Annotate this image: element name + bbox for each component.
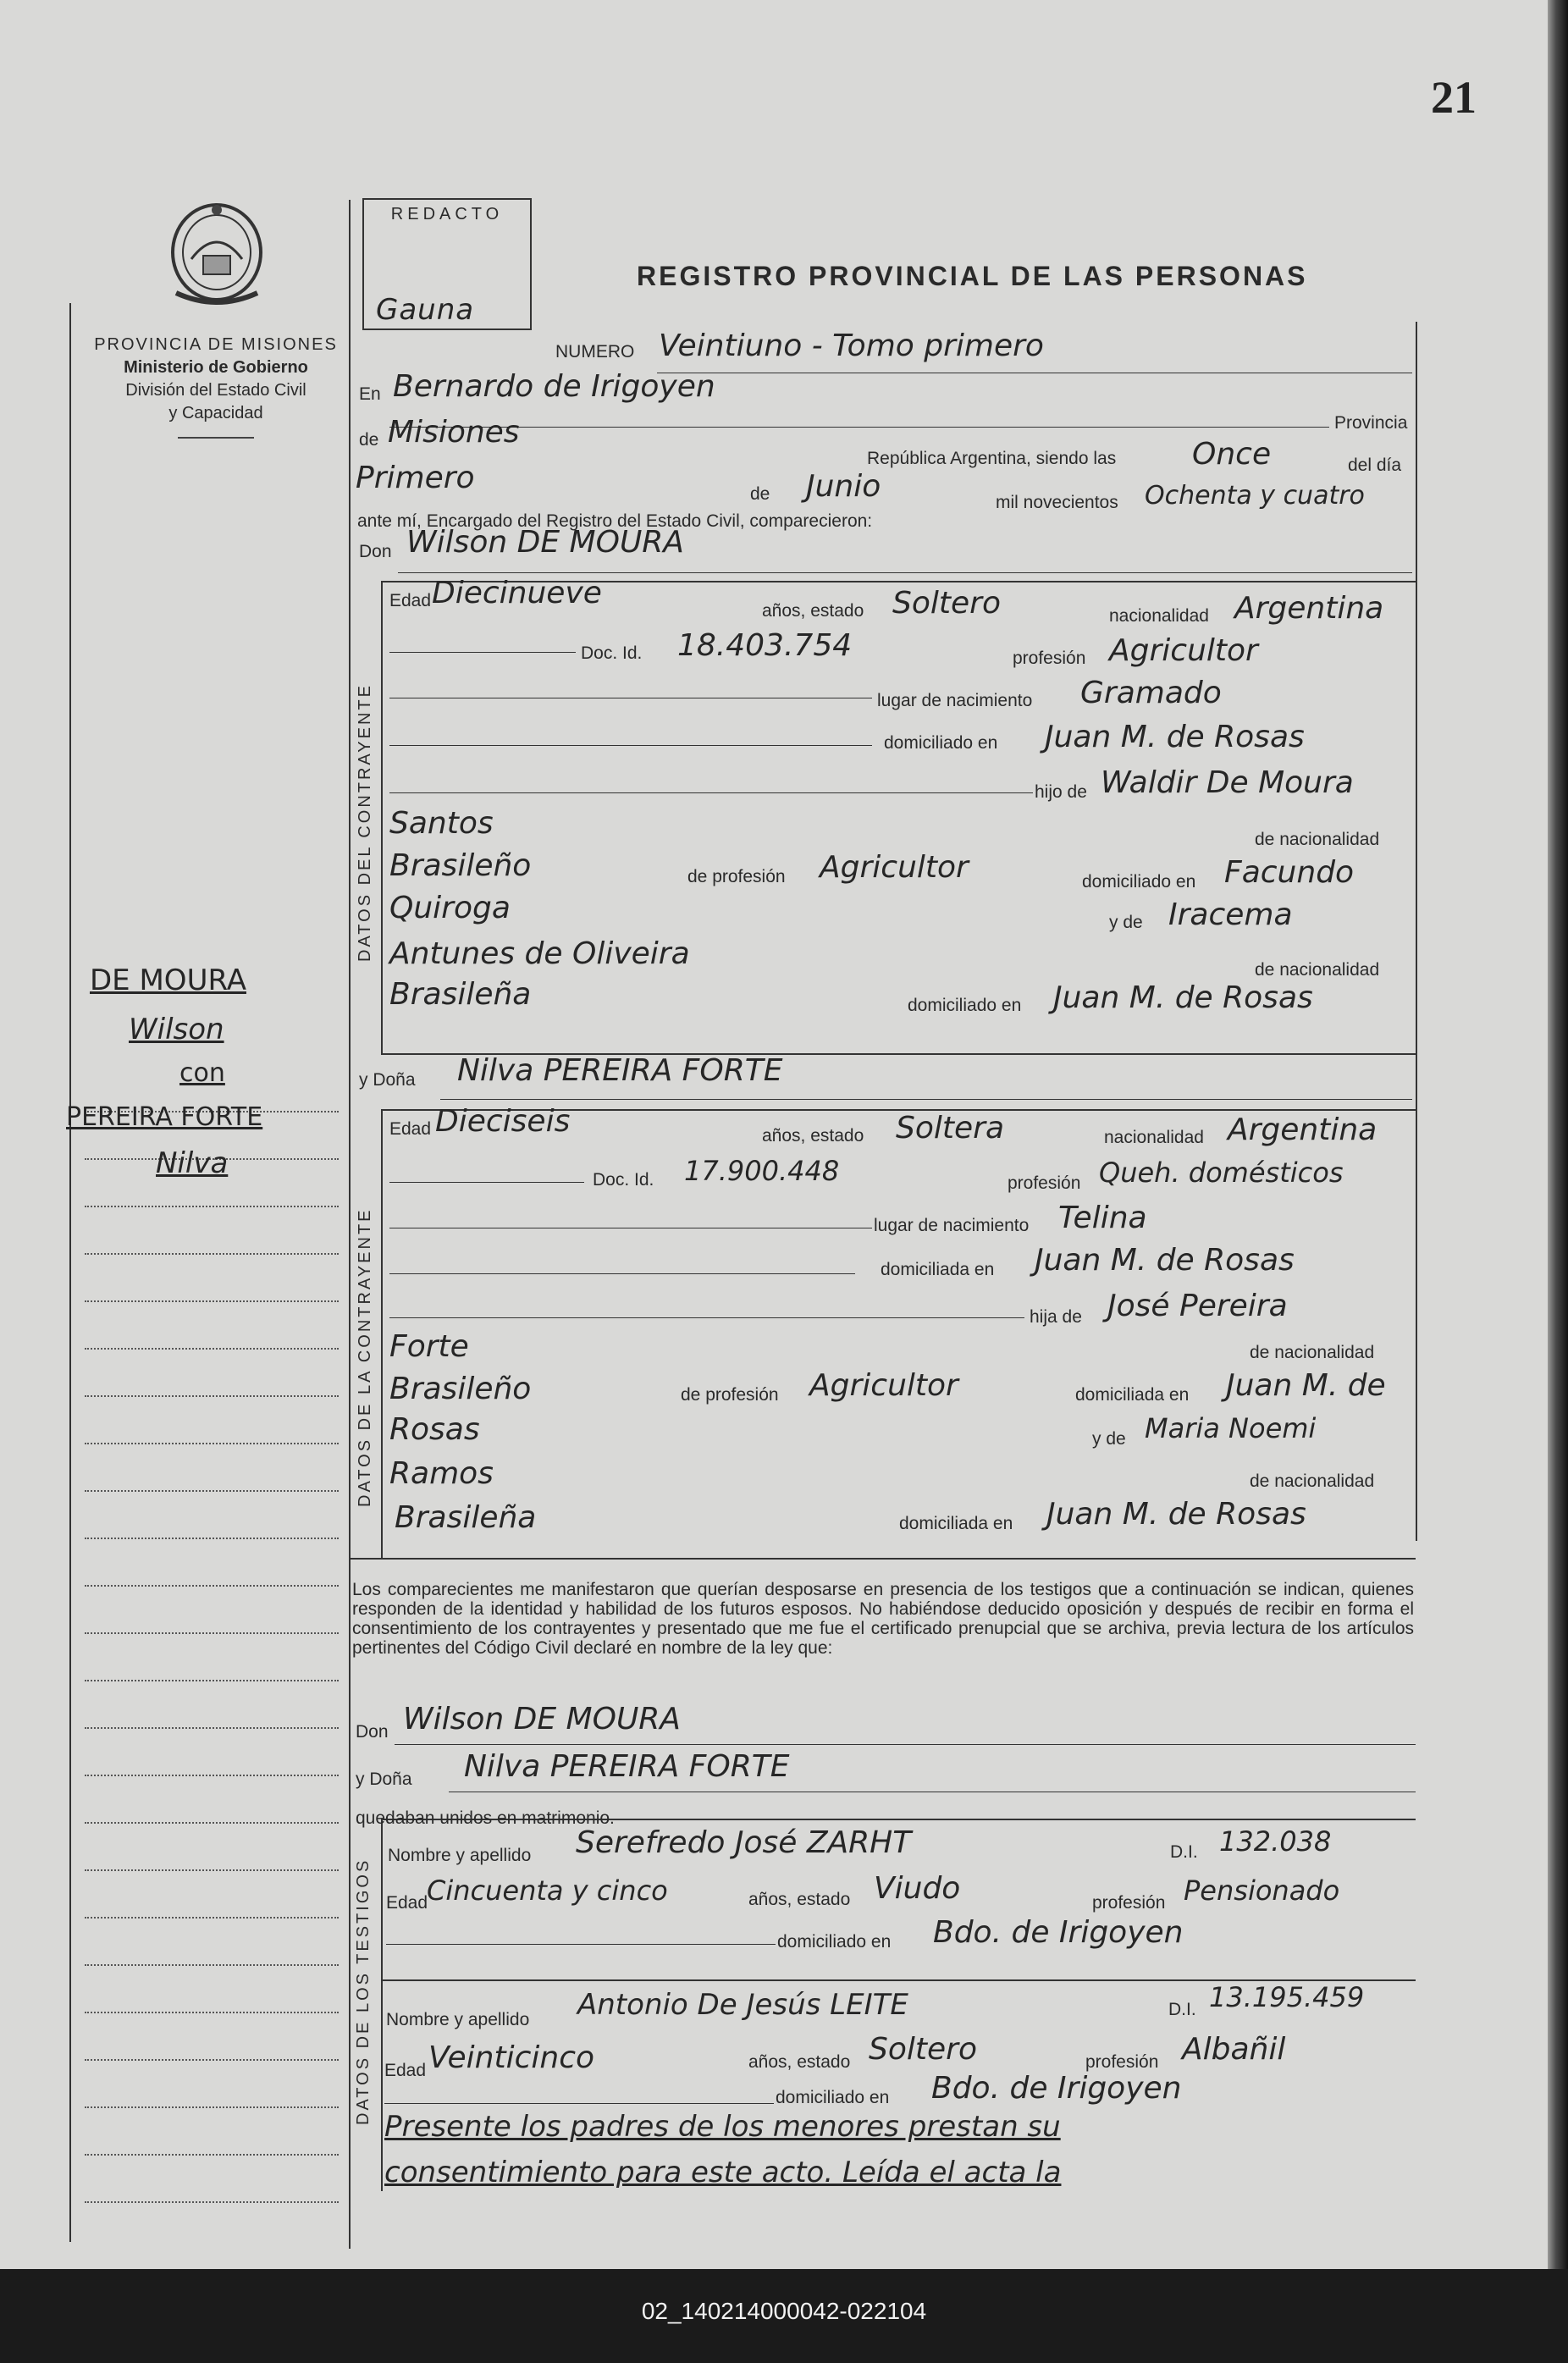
groom-father-address-2: Quiroga [389,891,511,925]
en-value: Bernardo de Irigoyen [393,369,715,404]
fill-line [389,1273,855,1274]
division-label-2: y Capacidad [168,404,263,422]
de-nacionalidad-label: de nacionalidad [1255,960,1380,980]
margin-con: con [179,1058,225,1088]
groom-section-label: DATOS DEL CONTRAYENTE [356,683,374,962]
doc-label: Doc. Id. [593,1170,654,1190]
domicilio-label: domiciliada en [1075,1385,1190,1405]
groom-mother: Iracema [1168,897,1293,932]
edad-label: Edad [386,1893,428,1913]
margin-dotted-line [85,2201,339,2203]
margin-dotted-line [85,2059,339,2061]
bride-section-label: DATOS DE LA CONTRAYENTE [356,1207,374,1507]
y-dona-label: y Doña [356,1769,412,1789]
de-profesion-label: de profesión [681,1385,779,1405]
declared-bride: Nilva PEREIRA FORTE [464,1749,790,1784]
declaration-paragraph: Los comparecientes me manifestaron que querían desposarse en presencia de los testigos que a continuación se indican, quienes responden de la identidad y habilidad de los futuros esposos. No habiéndose deducido oposición y después de recibir en forma el consentimiento de los contrayentes y presentado que me fue el certificado prenupcial que se archiva, previa lectura de los artículos pertinentes del Código Civil declaré en nombre de la ley que: [352,1580,1414,1658]
margin-dotted-line [85,1822,339,1824]
numero-label: NUMERO [555,342,635,362]
margin-bride-surname: PEREIRA FORTE [66,1102,263,1132]
de-label: de [359,430,379,450]
bride-father-profession: Agricultor [809,1368,958,1403]
witnesses-section-label: DATOS DE LOS TESTIGOS [354,1858,373,2125]
groom-mother-2: Antunes de Oliveira [389,936,690,971]
margin-dotted-line [85,1300,339,1302]
fill-line [389,652,576,653]
quedaban-label: quedaban unidos en matrimonio. [356,1808,615,1828]
provincia-label: Provincia [1334,413,1408,433]
fill-line [440,1099,1412,1100]
margin-dotted-line [85,1443,339,1444]
nacionalidad-label: nacionalidad [1104,1128,1204,1147]
division-label: División del Estado Civil [125,381,306,400]
hora-value: Once [1192,437,1272,472]
anio-value: Ochenta y cuatro [1145,481,1365,511]
divider [178,437,254,439]
bride-mother-2: Ramos [389,1456,494,1491]
note-line-1: Presente los padres de los menores prestan su [384,2110,1061,2144]
margin-dotted-line [85,1585,339,1587]
profesion-label: profesión [1092,1893,1166,1913]
groom-father-2: Santos [389,806,494,841]
witness2-name: Antonio De Jesús LEITE [577,1988,908,2022]
margin-dotted-line [85,1253,339,1255]
lugar-label: lugar de nacimiento [874,1216,1030,1235]
redacto-box [362,198,532,330]
mil-label: mil novecientos [996,493,1118,512]
bride-age: Dieciseis [435,1104,571,1139]
republica-label: República Argentina, siendo las [867,449,1117,468]
fill-line [389,792,1033,793]
bride-status: Soltera [896,1111,1005,1146]
margin-dotted-line [85,2106,339,2108]
margin-dotted-line [85,1775,339,1776]
bride-profession: Queh. domésticos [1099,1157,1344,1189]
de-nacionalidad-label: de nacionalidad [1255,830,1380,849]
bride-doc: 17.900.448 [684,1155,840,1187]
numero-value: Veintiuno - Tomo primero [659,329,1044,363]
en-label: En [359,384,381,404]
groom-box-line [381,581,383,1053]
nombre-label: Nombre y apellido [388,1846,532,1865]
margin-dotted-line [85,1490,339,1492]
edad-label: Edad [384,2061,427,2080]
margin-dotted-line [85,1917,339,1919]
domicilio-label: domiciliado en [1082,872,1196,892]
note-line-2: consentimiento para este acto. Leída el acta la [384,2156,1062,2189]
fill-line [389,745,872,746]
declared-groom: Wilson DE MOURA [403,1702,681,1736]
page-title: REGISTRO PROVINCIAL DE LAS PERSONAS [637,261,1308,291]
domicilio-label: domiciliado en [777,1932,892,1952]
dia-value: Primero [356,461,475,495]
bride-father-address: Juan M. de [1226,1368,1386,1403]
margin-dotted-line [85,1538,339,1539]
bride-father-2: Forte [389,1329,469,1364]
de-month-label: de [750,484,770,504]
di-label: D.I. [1170,1842,1198,1862]
fill-line [395,1744,1416,1745]
witness2-age: Veinticinco [428,2040,595,2075]
witness2-di: 13.195.459 [1209,1981,1365,2013]
groom-mother-nationality: Brasileña [389,977,532,1012]
margin-dotted-line [85,1869,339,1871]
bride-father: José Pereira [1107,1289,1288,1323]
bride-father-address-2: Rosas [389,1412,480,1447]
margin-dotted-line [85,1680,339,1681]
margin-dotted-line [85,2012,339,2013]
content-right-line [1416,322,1417,1541]
edad-label: Edad [389,1119,432,1139]
edad-label: Edad [389,591,432,610]
domicilio-label: domiciliado en [884,733,998,753]
bride-mother: Maria Noemi [1145,1412,1317,1444]
witness1-age: Cincuenta y cinco [427,1874,668,1907]
estado-label: años, estado [748,2052,851,2072]
groom-father-nationality: Brasileño [389,848,532,883]
ante-mi-label: ante mí, Encargado del Registro del Estado Civil, comparecieron: [357,511,873,531]
witness1-address: Bdo. de Irigoyen [933,1915,1184,1950]
groom-birthplace: Gramado [1080,676,1222,710]
estado-label: años, estado [748,1890,851,1909]
witness2-address: Bdo. de Irigoyen [931,2071,1182,2106]
del-dia-label: del día [1348,455,1402,475]
witness1-name: Serefredo José ZARHT [576,1825,912,1860]
provincial-seal-icon [159,200,274,318]
hija-label: hija de [1030,1307,1082,1327]
don-label: Don [359,542,392,561]
fill-line [389,427,1329,428]
issuing-office [85,334,347,439]
y-de-label: y de [1109,913,1143,932]
nombre-label: Nombre y apellido [386,2010,530,2029]
content-left-line [349,200,351,2249]
redacto-writer: Gauna [376,293,475,327]
de-nacionalidad-label: de nacionalidad [1250,1471,1375,1491]
fill-line [389,1182,584,1183]
groom-father: Waldir De Moura [1101,765,1354,800]
redacto-label: REDACTO [390,205,504,224]
domicilio-label: domiciliada en [899,1514,1013,1533]
y-dona-label: y Doña [359,1070,416,1090]
de-nacionalidad-label: de nacionalidad [1250,1343,1375,1362]
witness2-profession: Albañil [1182,2032,1286,2067]
di-label: D.I. [1168,2000,1196,2019]
don-label: Don [356,1722,389,1742]
fill-line [386,1944,776,1945]
groom-address: Juan M. de Rosas [1045,720,1305,754]
groom-mother-address: Juan M. de Rosas [1053,980,1313,1015]
ministry-label: Ministerio de Gobierno [124,358,308,377]
domicilio-label: domiciliado en [908,996,1022,1015]
margin-dotted-line [85,1964,339,1966]
domicilio-label: domiciliado en [776,2088,890,2107]
margin-dotted-line [85,1395,339,1397]
groom-profession: Agricultor [1109,633,1258,668]
y-de-label: y de [1092,1429,1126,1449]
estado-label: años, estado [762,1126,864,1146]
bride-box-line [381,1109,383,1558]
image-code: 02_140214000042-022104 [641,2298,927,2324]
margin-dotted-line [85,1632,339,1634]
don-value: Wilson DE MOURA [406,525,684,560]
groom-doc: 18.403.754 [677,628,853,663]
witness1-profession: Pensionado [1184,1874,1340,1907]
witness1-di: 132.038 [1219,1825,1332,1858]
margin-dotted-line [85,1348,339,1350]
groom-father-address: Facundo [1224,855,1355,890]
groom-age: Diecinueve [432,576,602,610]
mes-value: Junio [806,469,881,504]
witness-box-line [381,1819,383,2191]
bride-nationality: Argentina [1228,1112,1378,1147]
page-number: 21 [1431,72,1477,123]
profesion-label: profesión [1008,1173,1081,1193]
fill-line [389,1317,1024,1318]
margin-groom-name: Wilson [129,1013,224,1046]
margin-bride-name: Nilva [156,1146,229,1180]
bride-address: Juan M. de Rosas [1035,1243,1295,1278]
doc-label: Doc. Id. [581,643,643,663]
margin-dotted-line [85,1206,339,1207]
margin-groom-surname: DE MOURA [90,963,246,997]
margin-dotted-line [85,2154,339,2156]
groom-nationality: Argentina [1234,591,1384,626]
bride-box-bottom [351,1558,1416,1560]
witness2-status: Soltero [869,2032,977,2067]
de-value: Misiones [388,415,520,450]
province-label: PROVINCIA DE MISIONES [94,335,338,354]
de-profesion-label: de profesión [687,867,786,886]
groom-status: Soltero [892,586,1001,621]
lugar-label: lugar de nacimiento [877,691,1033,710]
page-edge [1548,0,1568,2269]
domicilio-label: domiciliada en [881,1260,995,1279]
nacionalidad-label: nacionalidad [1109,606,1209,626]
hijo-label: hijo de [1035,782,1087,802]
left-margin-line [69,303,71,2242]
bride-father-nationality: Brasileño [389,1372,532,1406]
groom-father-profession: Agricultor [820,850,969,885]
fill-line [384,2103,774,2104]
bride-birthplace: Telina [1058,1201,1147,1235]
fill-line [398,572,1412,573]
bride-name: Nilva PEREIRA FORTE [457,1053,783,1088]
bride-mother-address: Juan M. de Rosas [1046,1497,1306,1532]
witness1-status: Viudo [874,1871,961,1906]
margin-dotted-line [85,1727,339,1729]
bride-mother-nationality: Brasileña [395,1500,537,1535]
estado-label: años, estado [762,601,864,621]
profesion-label: profesión [1013,649,1086,668]
profesion-label: profesión [1085,2052,1159,2072]
